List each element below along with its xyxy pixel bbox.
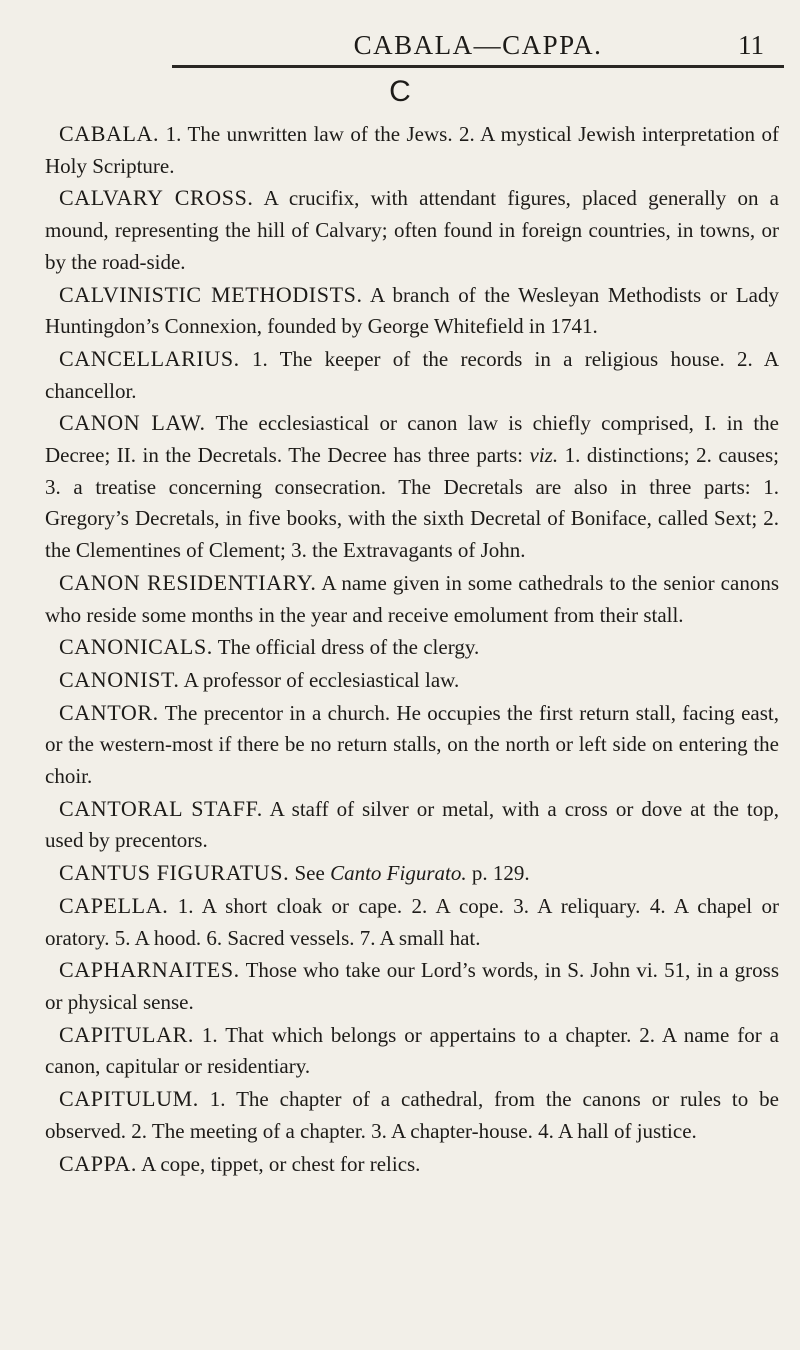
glossary-entry bbox=[45, 793, 779, 857]
entry-definition: 1. distinctions; 2. causes; 3. a treatise concerning consecration. The Decretals are also in three parts: 1. Gregory’s Decretals, in five books, with the sixth Decretal of Boniface, called Sext; 2. the Clementines of Clement; 3. the Extravagants of John. bbox=[45, 443, 779, 563]
entry-definition: 1. The unwritten law of the Jews. 2. A mystical Jewish interpretation of Holy Scripture. bbox=[45, 122, 779, 178]
glossary-entry bbox=[45, 1019, 779, 1083]
page-number: 11 bbox=[738, 30, 764, 60]
entry-definition: Those who take our Lord’s words, in S. John vi. 51, in a gross or physical sense. bbox=[45, 958, 779, 1014]
entry-definition: The official dress of the clergy. bbox=[217, 635, 480, 660]
entry-definition: p. 129. bbox=[471, 861, 530, 886]
section-letter: C bbox=[389, 75, 411, 108]
entry-headword: CAPPA. bbox=[59, 1150, 138, 1176]
entry-italic: viz. bbox=[529, 443, 559, 468]
entry-headword: CANTOR. bbox=[59, 699, 159, 725]
entry-headword: CAPHARNAITES. bbox=[59, 957, 240, 983]
header-rule bbox=[172, 65, 784, 68]
entry-italic: Canto Figurato. bbox=[330, 861, 467, 886]
entry-headword: CANONIST. bbox=[59, 666, 180, 692]
entry-headword: CAPELLA. bbox=[59, 892, 169, 918]
entry-headword: CANON RESIDENTIARY. bbox=[59, 569, 317, 595]
glossary-entry bbox=[45, 954, 779, 1018]
entry-definition: A crucifix, with attendant figures, placed generally on a mound, representing the hill of Calvary; often found in foreign countries, in towns, or by the road-side. bbox=[45, 186, 779, 274]
entry-headword: CANCELLARIUS. bbox=[59, 345, 240, 371]
glossary-entry bbox=[45, 890, 779, 954]
entry-definition: A cope, tippet, or chest for relics. bbox=[141, 1151, 421, 1176]
entry-headword: CAPITULUM. bbox=[59, 1086, 199, 1112]
entry-definition: 1. That which belongs or appertains to a chapter. 2. A name for a canon, capitular or residentiary. bbox=[45, 1022, 779, 1079]
entry-headword: CANON LAW. bbox=[59, 410, 206, 436]
glossary-entry bbox=[45, 407, 779, 567]
entry-definition: See bbox=[294, 861, 325, 886]
entry-definition: A professor of ecclesiastical law. bbox=[183, 667, 460, 692]
entry-headword: CAPITULAR. bbox=[59, 1021, 194, 1047]
glossary-entry bbox=[45, 279, 779, 343]
entry-headword: CALVINISTIC METHODISTS. bbox=[59, 281, 363, 307]
glossary-entry bbox=[45, 697, 779, 793]
running-title: CABALA—CAPPA. bbox=[353, 30, 603, 60]
entry-headword: CANONICALS. bbox=[59, 634, 213, 660]
entry-definition: A staff of silver or metal, with a cross or dove at the top, used by precentors. bbox=[45, 796, 779, 853]
entry-definition: A name given in some cathedrals to the senior canons who reside some months in the year and receive emolument from their stall. bbox=[45, 570, 779, 627]
entry-definition: The ecclesiastical or canon law is chiefly comprised, I. in the Decree; II. in the Decretals. The Decree has three parts: bbox=[45, 411, 780, 468]
entry-definition: 1. A short cloak or cape. 2. A cope. 3. A reliquary. 4. A chapel or oratory. 5. A hood. 6. Sacred vessels. 7. A small hat. bbox=[45, 893, 779, 950]
entry-definition: The precentor in a church. He occupies the first return stall, facing east, or the western-most if there be no return stalls, on the north or left side on entering the choir. bbox=[45, 700, 779, 789]
entry-headword: CANTUS FIGURATUS. bbox=[59, 860, 290, 886]
entry-headword: CABALA. bbox=[59, 121, 160, 146]
glossary-entry bbox=[45, 182, 779, 278]
glossary-entry bbox=[45, 118, 779, 182]
glossary-entry bbox=[45, 1148, 779, 1181]
entry-definition: A branch of the Wesleyan Methodists or Lady Huntingdon’s Connexion, founded by George Whitefield in 1741. bbox=[45, 282, 779, 339]
glossary-entry bbox=[45, 567, 779, 631]
entry-headword: CALVARY CROSS. bbox=[59, 185, 254, 211]
glossary-entry bbox=[45, 664, 779, 697]
glossary-entry bbox=[45, 631, 779, 664]
entry-definition: 1. The keeper of the records in a religious house. 2. A chancellor. bbox=[45, 346, 779, 403]
glossary-entry bbox=[45, 343, 779, 407]
glossary-entry bbox=[45, 857, 779, 890]
running-head bbox=[172, 26, 784, 60]
entry-definition: 1. The chapter of a cathedral, from the canons or rules to be observed. 2. The meeting of a chapter. 3. A chapter-house. 4. A hall of justice. bbox=[45, 1087, 780, 1143]
glossary-entries bbox=[45, 118, 779, 1180]
entry-headword: CANTORAL STAFF. bbox=[59, 795, 263, 821]
glossary-entry bbox=[45, 1083, 779, 1147]
